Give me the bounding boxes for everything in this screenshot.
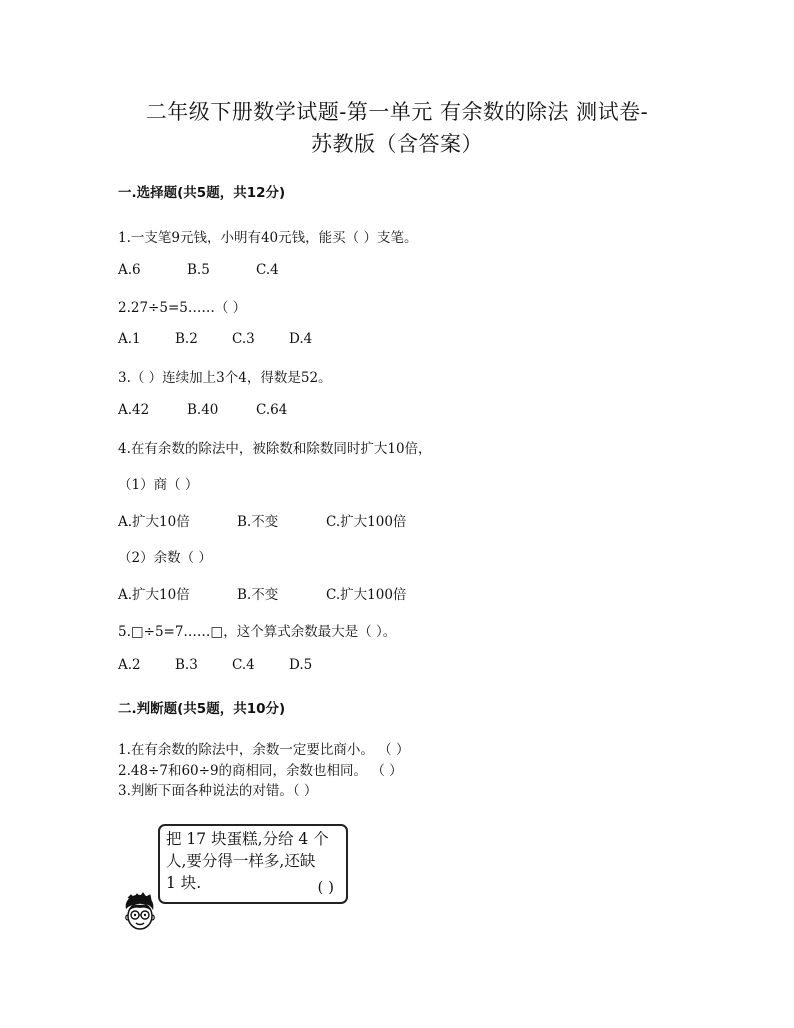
question-4-sub2-options <box>118 583 406 603</box>
option-c[interactable]: C.扩大100倍 <box>326 514 407 530</box>
option-b[interactable]: B.5 <box>187 262 210 278</box>
page-title-line2: 苏教版（含答案） <box>311 132 483 156</box>
cartoon-boy-face-icon <box>122 892 158 932</box>
option-b[interactable]: B.3 <box>175 657 198 673</box>
question-5: 5.□÷5=7……□，这个算式余数最大是（ ）。 <box>118 624 397 640</box>
option-c[interactable]: C.64 <box>256 402 288 418</box>
judge-question-3: 3.判断下面各种说法的对错。（ ） <box>118 783 318 799</box>
option-b[interactable]: B.不变 <box>237 587 279 603</box>
bubble-line-1: 把 17 块蛋糕,分给 4 个 <box>166 830 329 848</box>
option-c[interactable]: C.4 <box>256 262 279 278</box>
option-d[interactable]: D.4 <box>289 331 313 347</box>
judge-question-2: 2.48÷7和60÷9的商相同，余数也相同。 （ ） <box>118 763 403 779</box>
option-a[interactable]: A.扩大10倍 <box>118 514 190 530</box>
option-a[interactable]: A.42 <box>118 402 150 418</box>
page-title-line1: 二年级下册数学试题-第一单元 有余数的除法 测试卷- <box>145 100 649 124</box>
option-a[interactable]: A.2 <box>118 657 141 673</box>
question-4-sub1: （1）商（ ） <box>118 477 199 493</box>
question-3: 3.（ ）连续加上3个4，得数是52。 <box>118 370 332 386</box>
bubble-line-2: 人,要分得一样多,还缺 <box>166 852 316 870</box>
option-c[interactable]: C.扩大100倍 <box>326 587 407 603</box>
question-4-sub2: （2）余数（ ） <box>118 550 212 566</box>
question-4-sub1-options <box>118 510 406 530</box>
bubble-line-3: 1 块. <box>166 874 202 892</box>
option-a[interactable]: A.扩大10倍 <box>118 587 190 603</box>
question-2: 2.27÷5=5……（ ） <box>118 300 247 316</box>
section-heading-judge: 二.判断题(共5题，共10分) <box>118 701 286 717</box>
question-3-options <box>118 402 287 418</box>
option-b[interactable]: B.不变 <box>237 514 279 530</box>
section-heading-choice: 一.选择题(共5题，共12分) <box>118 185 286 201</box>
judge-question-1: 1.在有余数的除法中，余数一定要比商小。 （ ） <box>118 742 410 758</box>
bubble-answer-paren[interactable]: ( ) <box>317 878 334 896</box>
option-a[interactable]: A.1 <box>118 331 141 347</box>
speech-bubble <box>158 824 348 904</box>
option-d[interactable]: D.5 <box>289 657 313 673</box>
question-5-options <box>118 657 312 673</box>
option-a[interactable]: A.6 <box>118 262 141 278</box>
option-c[interactable]: C.4 <box>232 657 255 673</box>
option-c[interactable]: C.3 <box>232 331 255 347</box>
question-2-options <box>118 331 312 347</box>
option-b[interactable]: B.40 <box>187 402 219 418</box>
question-4: 4.在有余数的除法中，被除数和除数同时扩大10倍， <box>118 441 432 457</box>
question-1-options <box>118 262 279 278</box>
question-1: 1.一支笔9元钱，小明有40元钱，能买（ ）支笔。 <box>118 230 418 246</box>
option-b[interactable]: B.2 <box>175 331 198 347</box>
